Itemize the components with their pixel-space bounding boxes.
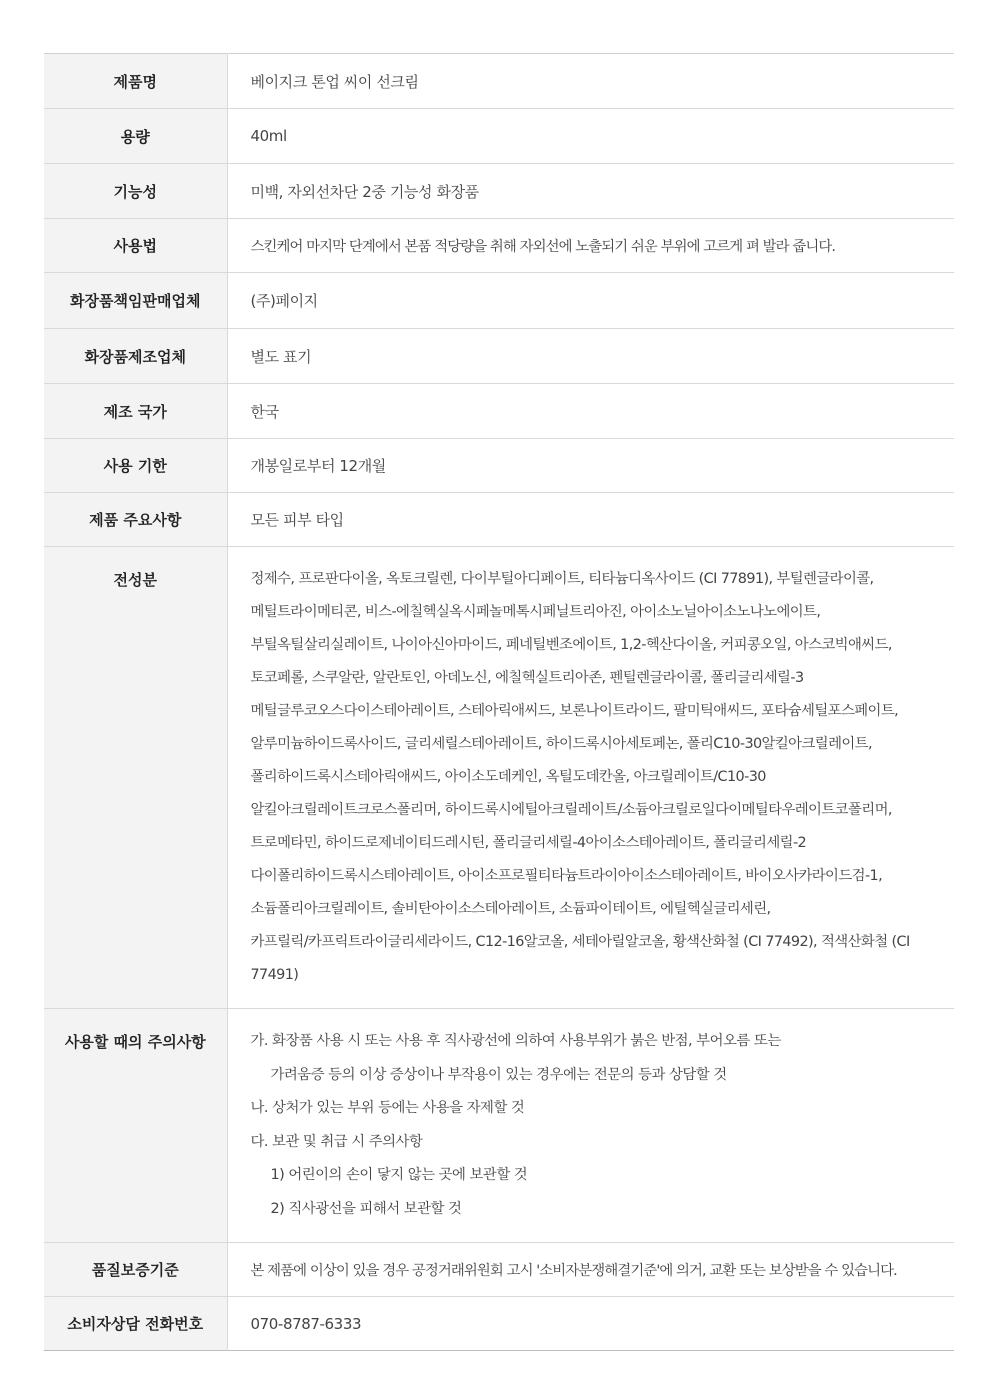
value-contact: 070-8787-6333	[250, 1314, 362, 1333]
row-key-notes	[44, 493, 954, 547]
usage-text: 스킨케어 마지막 단계에서 본품 적당량을 취해 자외선에 노출되기 쉬운 부위에 고르게 펴 발라 줍니다.	[250, 239, 836, 255]
row-function	[44, 164, 954, 219]
label-expiry: 사용 기한	[44, 439, 227, 493]
value-ingredients	[227, 547, 954, 1009]
value-function: 미백, 자외선차단 2중 기능성 화장품	[250, 182, 479, 201]
ingredient-line: 77491)	[250, 967, 299, 983]
label-product-name: 제품명	[44, 54, 227, 109]
label-ingredients: 전성분	[44, 547, 227, 1009]
precaution-line: 2) 직사광선을 피해서 보관할 것	[270, 1200, 462, 1217]
row-quality	[44, 1243, 954, 1297]
label-volume: 용량	[44, 109, 227, 164]
value-quality	[227, 1243, 954, 1297]
value-usage	[227, 219, 954, 273]
label-usage: 사용법	[44, 219, 227, 273]
label-manufacturer: 화장품제조업체	[44, 329, 227, 384]
row-country	[44, 384, 954, 439]
ingredient-line: 부틸옥틸살리실레이트, 나이아신아마이드, 페네틸벤조에이트, 1,2-헥산다이올, 커피콩오일, 아스코빅애씨드,	[250, 637, 892, 653]
ingredient-line: 소듐폴리아크릴레이트, 솔비탄아이소스테아레이트, 소듐파이테이트, 에틸헥실글리세린,	[250, 901, 771, 917]
row-ingredients	[44, 547, 954, 1009]
row-manufacturer	[44, 329, 954, 384]
product-info-sheet	[44, 53, 954, 1351]
row-volume	[44, 109, 954, 164]
quality-text: 본 제품에 이상이 있을 경우 공정거래위원회 고시 '소비자분쟁해결기준'에 의거, 교환 또는 보상받을 수 있습니다.	[250, 1263, 897, 1279]
row-expiry	[44, 439, 954, 493]
ingredient-line: 카프릴릭/카프릭트라이글리세라이드, C12-16알코올, 세테아릴알코올, 황색산화철 (CI 77492), 적색산화철 (CI	[250, 934, 910, 950]
ingredient-line: 알루미늄하이드록사이드, 글리세릴스테아레이트, 하이드록시아세토페논, 폴리C10-30알킬아크릴레이트,	[250, 736, 872, 752]
ingredient-line: 메틸트라이메티콘, 비스-에칠헥실옥시페놀메톡시페닐트리아진, 아이소노닐아이소노나노에이트,	[250, 604, 821, 620]
ingredient-line: 폴리하이드록시스테아릭애씨드, 아이소도데케인, 옥틸도데칸올, 아크릴레이트/C10-30	[250, 769, 766, 785]
ingredient-line: 트로메타민, 하이드로제네이티드레시틴, 폴리글리세릴-4아이소스테아레이트, 폴리글리세릴-2	[250, 835, 807, 851]
value-product-name: 베이지크 톤업 씨이 선크림	[250, 72, 419, 91]
value-distributor: (주)페이지	[250, 292, 318, 310]
row-precautions	[44, 1009, 954, 1243]
ingredient-line: 메틸글루코오스다이스테아레이트, 스테아릭애씨드, 보론나이트라이드, 팔미틱애씨드, 포타슘세틸포스페이트,	[250, 703, 899, 719]
ingredient-line: 다이폴리하이드록시스테아레이트, 아이소프로필티타늄트라이아이소스테아레이트, 바이오사카라이드검-1,	[250, 868, 883, 884]
label-quality: 품질보증기준	[44, 1243, 227, 1297]
value-manufacturer: 별도 표기	[250, 347, 312, 366]
ingredient-line: 알킬아크릴레이트크로스폴리머, 하이드록시에틸아크릴레이트/소듐아크릴로일다이메틸타우레이트코폴리머,	[250, 802, 892, 818]
label-distributor: 화장품책임판매업체	[44, 273, 227, 329]
product-info-table	[44, 53, 954, 1351]
row-product-name	[44, 54, 954, 109]
label-contact: 소비자상담 전화번호	[44, 1297, 227, 1351]
ingredient-line: 정제수, 프로판다이올, 옥토크릴렌, 다이부틸아디페이트, 티타늄디옥사이드 (CI 77891), 부틸렌글라이콜,	[250, 571, 874, 587]
row-contact	[44, 1297, 954, 1351]
precaution-line: 가려움증 등의 이상 증상이나 부작용이 있는 경우에는 전문의 등과 상담할 것	[270, 1066, 727, 1083]
label-function: 기능성	[44, 164, 227, 219]
ingredient-line: 토코페롤, 스쿠알란, 알란토인, 아데노신, 에칠헥실트리아존, 펜틸렌글라이콜, 폴리글리세릴-3	[250, 670, 804, 686]
value-precautions	[227, 1009, 954, 1243]
row-usage	[44, 219, 954, 273]
value-volume: 40ml	[250, 127, 287, 145]
row-distributor	[44, 273, 954, 329]
label-key-notes: 제품 주요사항	[44, 493, 227, 547]
value-expiry: 개봉일로부터 12개월	[250, 457, 386, 475]
label-country: 제조 국가	[44, 384, 227, 439]
precaution-line: 1) 어린이의 손이 닿지 않는 곳에 보관할 것	[270, 1167, 528, 1183]
precaution-line: 나. 상처가 있는 부위 등에는 사용을 자제할 것	[250, 1100, 525, 1116]
value-country: 한국	[250, 402, 279, 421]
precaution-line: 다. 보관 및 취급 시 주의사항	[250, 1133, 423, 1150]
label-precautions: 사용할 때의 주의사항	[44, 1009, 227, 1243]
value-key-notes: 모든 피부 타입	[250, 511, 344, 529]
precaution-line: 가. 화장품 사용 시 또는 사용 후 직사광선에 의하여 사용부위가 붉은 반점, 부어오름 또는	[250, 1033, 781, 1049]
